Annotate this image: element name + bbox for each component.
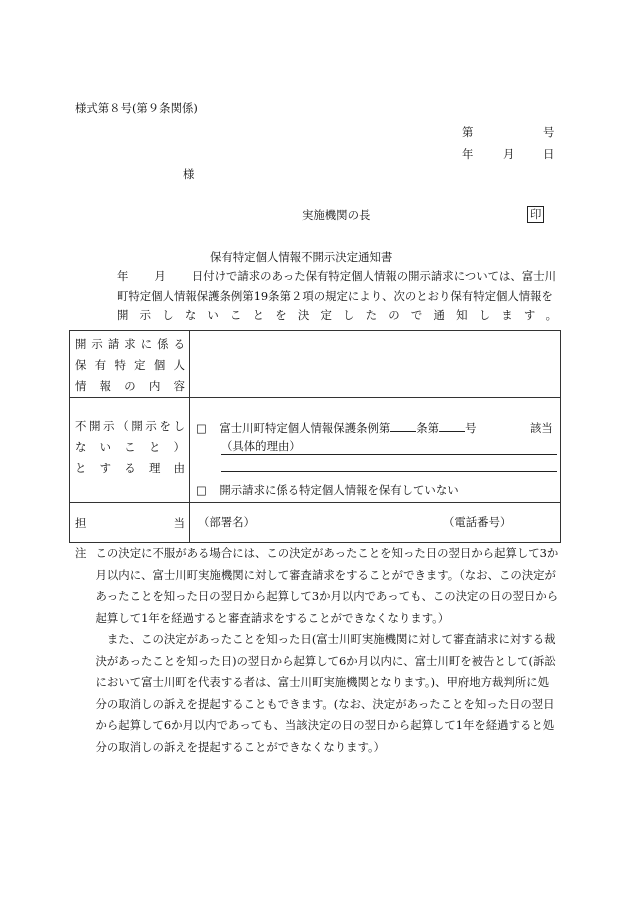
label-line: [75, 513, 185, 534]
label-line: 情報の内容: [75, 379, 185, 393]
article-blank[interactable]: [390, 431, 416, 432]
seal-mark: [527, 206, 544, 223]
intro-lead: 付けで請求のあった保有特定個人情報の開示請求については、富士川町特定個人情報保護条例第19条第２項の規定により、次のとおり保有特定個人情報を開示しないことを決定したので通知します。: [117, 269, 557, 322]
label-char: 担: [75, 516, 174, 530]
intro-month: 月: [154, 269, 166, 283]
option1: [196, 420, 476, 436]
note-para1: [75, 543, 559, 629]
label-char: 当: [173, 516, 185, 530]
issuer-label: 実施機関の長: [302, 208, 371, 222]
doc-number-dai: 第: [462, 125, 474, 139]
phone-label: （電話番号）: [443, 515, 512, 529]
disclosure-table: [69, 330, 561, 543]
doc-number-go: 号: [543, 125, 555, 139]
row-reason: [70, 398, 561, 503]
label-line: とする理由: [75, 461, 185, 475]
reason-blank-line[interactable]: [221, 471, 557, 472]
row-content-value[interactable]: [190, 331, 561, 398]
checkbox-icon[interactable]: □: [196, 421, 207, 435]
label-line: 不開示（開示をし: [75, 419, 185, 433]
intro-first-line: [75, 267, 557, 326]
seal-text: 印: [527, 206, 544, 223]
row-reason-label: [70, 398, 190, 503]
option1-applicable: 該当: [530, 421, 553, 435]
option1-text: 富士川町特定個人情報保護条例第: [219, 421, 391, 435]
note-para2: また、この決定があったことを知った日(富士川町実施機関に対して審査請求に対する裁決があったことを知った日)の翌日から起算して6か月以内に、富士川町を被告として(訴訟において富士川町を代表する者は、富士川町実施機関となります。)、甲府地方裁判所に処分の取消しの訴えを提起することもできます。(なお、決定があったことを知った日の翌日から起算して6か月以内であっても、当該決定の日の翌日から起算して1年を経過すると処分の取消しの訴えを提起することができなくなります。）: [95, 632, 556, 754]
document-title: 保有特定個人情報不開示決定通知書: [210, 250, 393, 264]
row-contact: [70, 503, 561, 543]
row-contact-label: [70, 503, 190, 543]
intro-day: 日: [191, 269, 204, 283]
label-line: ないこと）: [75, 440, 185, 454]
dept-label: （部署名）: [198, 515, 255, 529]
date-day: 日: [543, 147, 555, 161]
addressee-suffix: 様: [183, 167, 195, 181]
label-line: 保有特定個人: [75, 358, 185, 372]
form-number: 様式第８号(第９条関係): [75, 101, 198, 115]
option1-go: 号: [465, 421, 477, 435]
note-para1-text: この決定に不服がある場合には、この決定があったことを知った日の翌日から起算して3か月以内に、富士川町実施機関に対して審査請求をすることができます。（なお、この決定があったことを知った日の翌日から起算して3か月以内であっても、この決定の日の翌日から起算して1年を経過すると審査請求をすることができなくなります。）: [95, 546, 559, 625]
intro-paragraph: [75, 267, 557, 326]
checkbox-icon[interactable]: □: [196, 483, 207, 497]
row-contact-value: [190, 503, 561, 543]
specific-reason-label: （具体的理由）: [221, 439, 301, 453]
row-content: [70, 331, 561, 398]
date-year: 年: [462, 147, 474, 161]
label-line: 開示請求に係る: [75, 337, 185, 351]
paragraph-blank[interactable]: [439, 431, 465, 432]
row-content-label: [70, 331, 190, 398]
intro-year: 年: [117, 269, 129, 283]
specific-reason-line[interactable]: [221, 438, 557, 455]
option2: [196, 482, 459, 498]
note-section: [75, 543, 559, 758]
date-month: 月: [503, 147, 515, 161]
note-marker: 注: [75, 546, 87, 560]
option1-jo: 条第: [416, 421, 440, 435]
row-reason-value: [190, 398, 561, 503]
option2-text: 開示請求に係る特定個人情報を保有していない: [219, 483, 459, 497]
